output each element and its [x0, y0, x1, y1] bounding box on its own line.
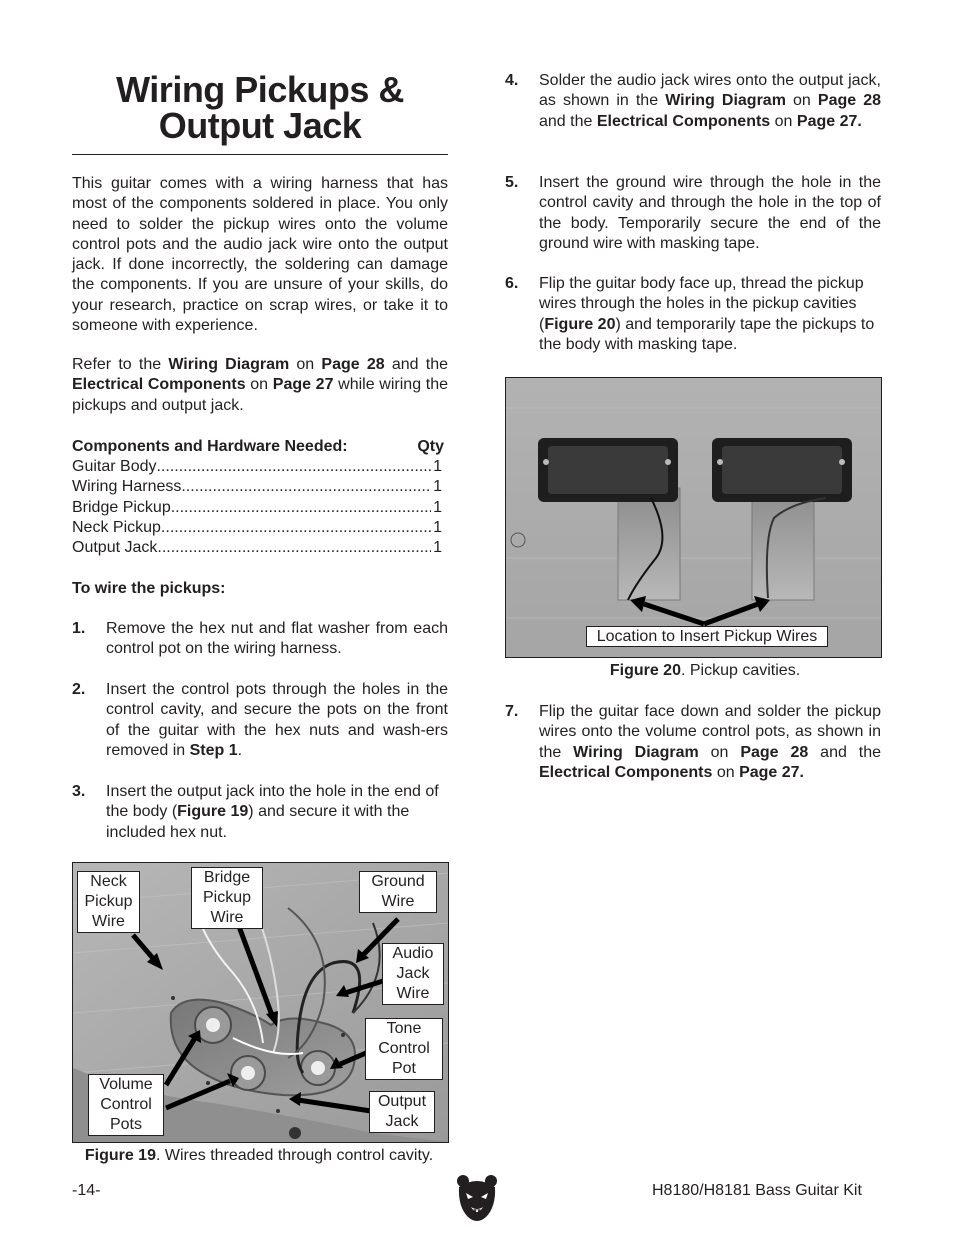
step-text: Insert the ground wire through the hole in the control cavity and through the hole in the top of the body. Temporarily secure the end of the ground wire with masking tape. — [539, 174, 881, 252]
step-text: Insert the control pots through the holes in the control cavity, and secure the pots on the front of the guitar with the hex nuts and wash-ers removed in Step 1. — [106, 681, 448, 759]
figure-19-photo — [72, 862, 449, 1143]
step-number: 2. — [72, 681, 86, 698]
title-line-1: Wiring Pickups & — [116, 69, 404, 110]
figure-20-caption: Figure 20. Pickup cavities. — [609, 662, 801, 679]
step-text: Flip the guitar face down and solder the pickup wires onto the volume control pots, as shown in the Wiring Diagram on Page 28 and the Electrical Components on Page 27. — [539, 703, 882, 781]
bear-head-logo-icon — [456, 1173, 498, 1225]
callout-volume-control-pots: Volume Control Pots — [88, 1074, 164, 1136]
intro-paragraph: This guitar comes with a wiring harness that has most of the components soldered in place. You only need to solder the pickup wires onto the volume control pots and the audio jack wire onto the output jack. If done incorrectly, the soldering can damage the components. If you are unsure of your skills, do your research, practice on scrap wires, or take it to someone with experience. — [72, 175, 448, 335]
callout-neck-pickup-wire: Neck Pickup Wire — [77, 871, 140, 933]
step-text: Insert the output jack into the hole in the end of the body (Figure 19) and secure it with the included hex nut. — [106, 783, 439, 841]
page-28-ref: Page 28 — [321, 356, 385, 373]
list-item: Neck Pickup ..... 1 — [72, 518, 442, 538]
qty-header: Qty — [417, 438, 444, 455]
components-list — [72, 437, 444, 558]
step-number: 4. — [505, 72, 519, 89]
model-label: H8180/H8181 Bass Guitar Kit — [652, 1182, 862, 1199]
callout-pickup-wires-location: Location to Insert Pickup Wires — [586, 626, 828, 647]
page-27-ref: Page 27 — [272, 376, 334, 394]
electrical-components-ref: Electrical Components — [72, 376, 246, 394]
step-text: Flip the guitar body face up, thread the pickup wires through the holes in the pickup cavities (Figure 20) and temporarily tape the pickups to the body with masking tape. — [539, 275, 875, 353]
wiring-diagram-ref: Wiring Diagram — [168, 356, 290, 373]
step-text: Remove the hex nut and flat washer from each control pot on the wiring harness. — [106, 620, 448, 658]
figure-19-caption: Figure 19. Wires threaded through control cavity. — [84, 1147, 434, 1164]
pickup-cavities-image — [506, 378, 881, 657]
section-subheading: To wire the pickups: — [72, 580, 226, 597]
title-line-2: Output Jack — [158, 105, 362, 146]
callout-output-jack: Output Jack — [369, 1091, 435, 1133]
figure-20-photo — [505, 377, 882, 658]
callout-tone-control-pot: Tone Control Pot — [365, 1018, 443, 1080]
list-item: Wiring Harness ..... 1 — [72, 477, 442, 497]
list-item: Bridge Pickup ..... 1 — [72, 498, 442, 518]
step-number: 3. — [72, 783, 86, 800]
components-header: Components and Hardware Needed: Qty — [72, 437, 444, 457]
step-text: Solder the audio jack wires onto the output jack, as shown in the Wiring Diagram on Page 28 and the Electrical Components on Page 27. — [539, 72, 882, 130]
page-title — [72, 69, 448, 146]
list-item: Guitar Body ..... 1 — [72, 457, 442, 477]
callout-audio-jack-wire: Audio Jack Wire — [382, 943, 444, 1005]
title-rule — [72, 154, 448, 155]
step-number: 6. — [505, 275, 519, 292]
step-number: 7. — [505, 703, 519, 720]
refer-paragraph: Refer to the Wiring Diagram on Page 28 and the Electrical Components on Page 27 while wiring the pickups and output jack. — [72, 356, 449, 414]
list-item: Output Jack ..... 1 — [72, 538, 442, 558]
callout-bridge-pickup-wire: Bridge Pickup Wire — [191, 867, 263, 929]
callout-ground-wire: Ground Wire — [359, 871, 437, 913]
step-number: 1. — [72, 620, 86, 637]
step-number: 5. — [505, 174, 519, 191]
page-number: -14- — [72, 1182, 101, 1199]
